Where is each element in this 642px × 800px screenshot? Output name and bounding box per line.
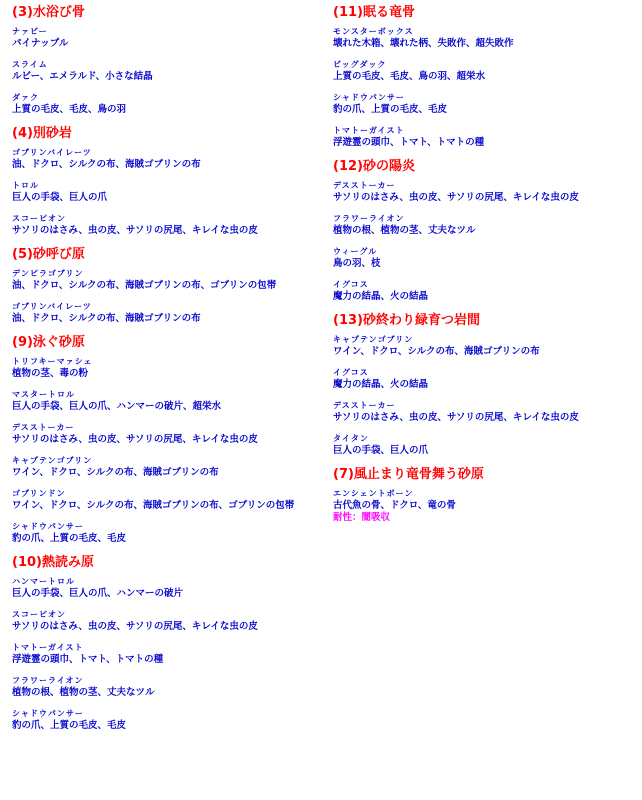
monster-entry [333, 213, 638, 237]
monster-entry [12, 455, 322, 479]
monster-entry [12, 92, 322, 116]
monster-drops: 油、ドクロ、シルクの布、海賊ゴブリンの布 [12, 159, 201, 170]
monster-name: ゴブリンドン [12, 489, 66, 498]
monster-name: トマトーガイスト [333, 126, 405, 135]
left-column [12, 4, 322, 741]
monster-name: デスストーカー [12, 423, 75, 432]
area-section [12, 4, 322, 116]
area-title: (5)砂呼び原 [12, 247, 85, 262]
monster-drops: 巨人の手袋、巨人の爪、ハンマーの破片 [12, 588, 184, 599]
monster-drops: 上質の毛皮、毛皮、鳥の羽 [12, 104, 127, 115]
area-section [333, 312, 638, 457]
monster-entry [12, 301, 322, 325]
area-title: (3)水浴び骨 [12, 5, 85, 20]
area-section [12, 246, 322, 325]
monster-drops: 巨人の手袋、巨人の爪、ハンマーの破片、超栄水 [12, 401, 222, 412]
monster-name: デスストーカー [333, 181, 396, 190]
monster-name: トリフキーマァシェ [12, 357, 93, 366]
monster-entry [12, 642, 322, 666]
monster-drops: サソリのはさみ、虫の皮、サソリの尻尾、キレイな虫の皮 [12, 434, 258, 445]
area-title: (13)砂終わり緑育つ岩間 [333, 313, 480, 328]
monster-drops: サソリのはさみ、虫の皮、サソリの尻尾、キレイな虫の皮 [12, 225, 258, 236]
area-title: (12)砂の陽炎 [333, 159, 415, 174]
area-title: (7)風止まり竜骨舞う砂原 [333, 467, 484, 482]
monster-entry [12, 708, 322, 732]
monster-drops: サソリのはさみ、虫の皮、サソリの尻尾、キレイな虫の皮 [333, 192, 579, 203]
monster-name: デンピラゴブリン [12, 269, 84, 278]
monster-name: シャドウパンサー [333, 93, 405, 102]
monster-drops: サソリのはさみ、虫の皮、サソリの尻尾、キレイな虫の皮 [12, 621, 258, 632]
monster-drops: 豹の爪、上質の毛皮、毛皮 [12, 533, 127, 544]
area-section [12, 554, 322, 732]
monster-entry [333, 180, 638, 204]
monster-entry [12, 422, 322, 446]
monster-name: デスストーカー [333, 401, 396, 410]
area-title: (4)別砂岩 [12, 126, 72, 141]
monster-entry [12, 213, 322, 237]
monster-entry [333, 92, 638, 116]
area-title: (9)泳ぐ砂原 [12, 335, 85, 350]
monster-name: フラワーライオン [333, 214, 405, 223]
monster-drops: ワイン、ドクロ、シルクの布、海賊ゴブリンの布 [333, 346, 540, 357]
monster-entry [12, 609, 322, 633]
monster-drops: 鳥の羽、枝 [333, 258, 381, 269]
monster-entry [333, 59, 638, 83]
monster-entry [12, 675, 322, 699]
monster-name: エンシェントボーン [333, 489, 414, 498]
monster-entry [12, 488, 322, 512]
monster-entry [333, 488, 638, 524]
monster-drops: ワイン、ドクロ、シルクの布、海賊ゴブリンの布、ゴブリンの包帯 [12, 500, 295, 511]
monster-drops: 植物の根、植物の茎、丈夫なツル [333, 225, 476, 236]
area-section [333, 466, 638, 524]
monster-entry [333, 433, 638, 457]
monster-entry [333, 400, 638, 424]
monster-entry [12, 268, 322, 292]
monster-drops: 植物の根、植物の茎、丈夫なツル [12, 687, 155, 698]
resistance-note: 耐性：闇吸収 [333, 512, 391, 523]
monster-name: フラワーライオン [12, 676, 84, 685]
monster-entry [333, 246, 638, 270]
monster-name: トマトーガイスト [12, 643, 84, 652]
monster-drops: ルビー、エメラルド、小さな結晶 [12, 71, 153, 82]
monster-entry [12, 180, 322, 204]
monster-entry [12, 389, 322, 413]
monster-name: ゴブリンバイレーツ [12, 148, 92, 157]
monster-name: タイタン [333, 434, 369, 443]
monster-name: キャプテンゴブリン [333, 335, 414, 344]
monster-name: スコーピオン [12, 610, 66, 619]
monster-name: スコーピオン [12, 214, 66, 223]
monster-entry [333, 125, 638, 149]
monster-name: モンスターボックス [333, 27, 414, 36]
monster-drops: 魔力の結晶、火の結晶 [333, 379, 429, 390]
monster-drops: 豹の爪、上質の毛皮、毛皮 [333, 104, 448, 115]
monster-drops: 豹の爪、上質の毛皮、毛皮 [12, 720, 127, 731]
area-section [12, 334, 322, 545]
monster-entry [333, 334, 638, 358]
monster-name: ビッグダック [333, 60, 387, 69]
monster-drops: 浮遊霊の頭巾、トマト、トマトの種 [333, 137, 485, 148]
monster-name: ナァビー [12, 27, 48, 36]
monster-name: スライム [12, 60, 48, 69]
area-title: (10)熱読み原 [12, 555, 94, 570]
monster-entry [333, 279, 638, 303]
monster-name: ハンマートロル [12, 577, 75, 586]
monster-name: ウィーグル [333, 247, 378, 256]
monster-entry [12, 26, 322, 50]
monster-entry [12, 356, 322, 380]
monster-drops: 油、ドクロ、シルクの布、海賊ゴブリンの布、ゴブリンの包帯 [12, 280, 277, 291]
monster-entry [12, 59, 322, 83]
monster-drops: 油、ドクロ、シルクの布、海賊ゴブリンの布 [12, 313, 201, 324]
monster-entry [12, 521, 322, 545]
monster-entry [12, 576, 322, 600]
area-section [333, 4, 638, 149]
monster-drops: 巨人の手袋、巨人の爪 [12, 192, 108, 203]
monster-name: シャドウパンサー [12, 709, 84, 718]
area-section [333, 158, 638, 303]
area-section [12, 125, 322, 237]
monster-drops: 壊れた木箱、壊れた柄、失敗作、超失敗作 [333, 38, 514, 49]
monster-drops: 古代魚の骨、ドクロ、竜の骨 [333, 500, 456, 511]
monster-name: イグコス [333, 368, 369, 377]
monster-name: シャドウパンサー [12, 522, 84, 531]
monster-drops: 巨人の手袋、巨人の爪 [333, 445, 429, 456]
monster-name: マスタートロル [12, 390, 75, 399]
right-column [333, 4, 638, 533]
monster-entry [333, 367, 638, 391]
monster-drops: サソリのはさみ、虫の皮、サソリの尻尾、キレイな虫の皮 [333, 412, 579, 423]
monster-drops: パイナップル [12, 38, 69, 49]
monster-entry [333, 26, 638, 50]
monster-name: イグコス [333, 280, 369, 289]
monster-name: トロル [12, 181, 39, 190]
monster-name: キャプテンゴブリン [12, 456, 93, 465]
area-title: (11)眠る竜骨 [333, 5, 415, 20]
monster-name: ダァク [12, 93, 39, 102]
monster-drops: 浮遊霊の頭巾、トマト、トマトの種 [12, 654, 164, 665]
monster-drops: 魔力の結晶、火の結晶 [333, 291, 429, 302]
monster-drops: 植物の茎、毒の粉 [12, 368, 89, 379]
monster-drops: 上質の毛皮、毛皮、鳥の羽、超栄水 [333, 71, 486, 82]
monster-drops: ワイン、ドクロ、シルクの布、海賊ゴブリンの布 [12, 467, 219, 478]
monster-name: ゴブリンバイレーツ [12, 302, 92, 311]
monster-entry [12, 147, 322, 171]
